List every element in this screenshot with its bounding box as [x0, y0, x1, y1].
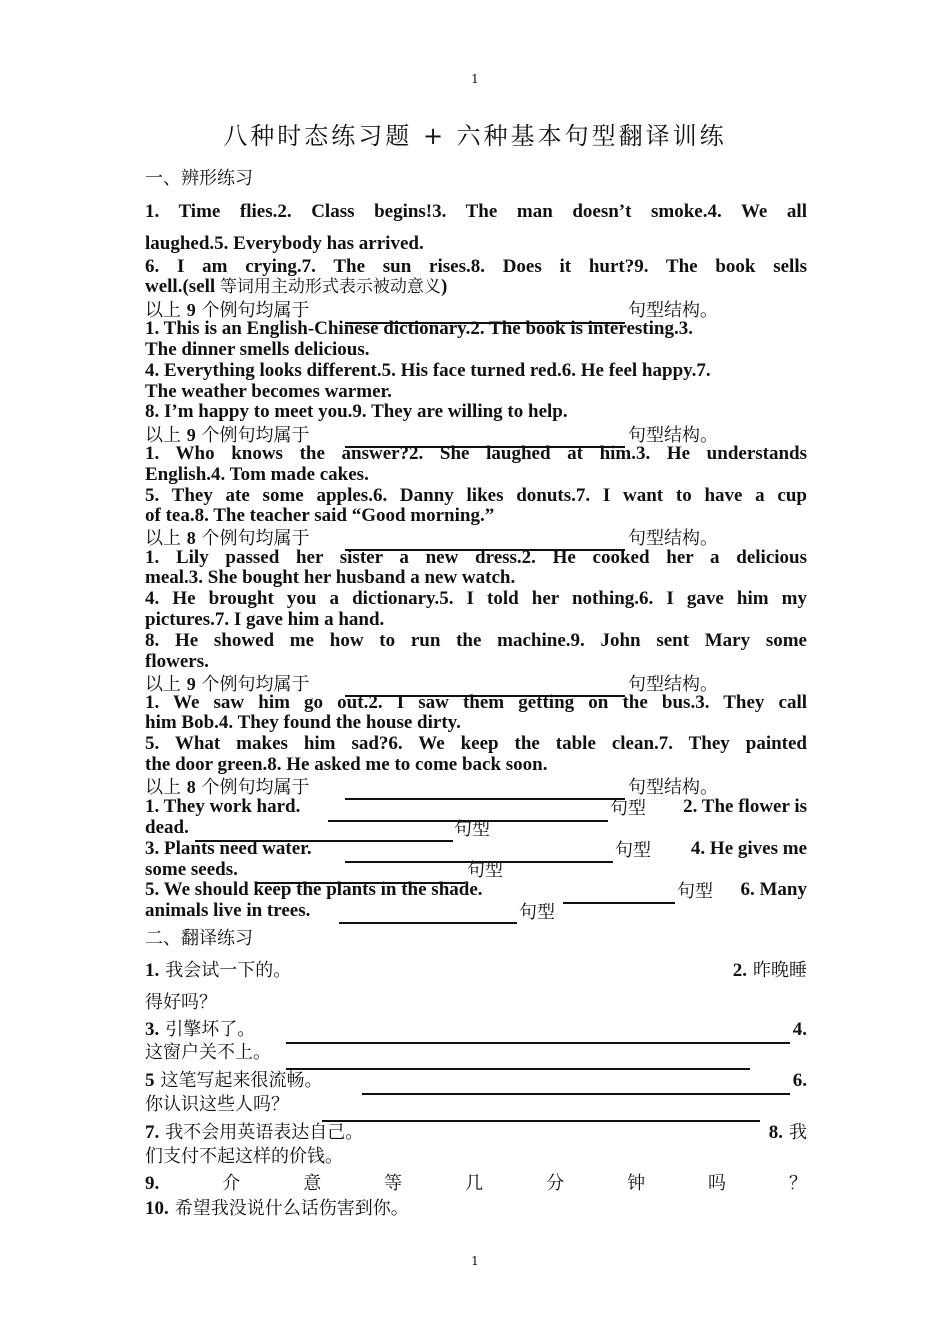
pattern-sentence-6-cont: animals live in trees.	[145, 900, 311, 921]
group4-line5: 8. He showed me how to run the machine.9. John sent Mary some	[145, 630, 807, 651]
group4-line3: 4. He brought you a dictionary.5. I told her nothing.6. I gave him my	[145, 588, 807, 609]
summary-suffix: 句型结构。	[628, 528, 718, 549]
group3-line1: 1. Who knows the answer?2. She laughed at him.3. He understands	[145, 443, 807, 464]
summary-2-label: 以上 9 个例句均属于	[145, 425, 310, 446]
translation-2: 2. 昨晚睡	[732, 960, 807, 981]
pattern-label: 句型	[615, 840, 651, 861]
translation-6: 你认识这些人吗？	[145, 1094, 289, 1115]
group4-line2: meal.3. She bought her husband a new watch.	[145, 567, 516, 588]
answer-blank[interactable]	[339, 922, 517, 924]
group2-line1: 1. This is an English-Chinese dictionary.2. The book is interesting.3.	[145, 318, 693, 339]
answer-blank[interactable]	[322, 1120, 760, 1122]
page-number-top: 1	[471, 72, 479, 86]
translation-6-number: 6.	[792, 1070, 807, 1091]
answer-blank[interactable]	[195, 840, 453, 842]
summary-suffix: 句型结构。	[628, 777, 718, 798]
pattern-label: 句型	[454, 819, 490, 840]
pattern-sentence-4-cont: some seeds.	[145, 859, 238, 880]
translation-5: 5 这笔写起来很流畅。	[145, 1070, 323, 1091]
group3-line2: English.4. Tom made cakes.	[145, 464, 369, 485]
summary-3-label: 以上 8 个例句均属于	[145, 528, 310, 549]
translation-9: 9. 介 意 等 几 分 钟 吗 ？	[145, 1173, 807, 1194]
group5-line1: 1. We saw him go out.2. I saw them getting on the bus.3. They call	[145, 692, 807, 713]
summary-4-label: 以上 9 个例句均属于	[145, 674, 310, 695]
group3-line4: of tea.8. The teacher said “Good morning.”	[145, 505, 495, 526]
group2-line2: The dinner smells delicious.	[145, 339, 370, 360]
translation-2-cont: 得好吗？	[145, 992, 217, 1013]
group4-line6: flowers.	[145, 651, 209, 672]
group1-line3: 6. I am crying.7. The sun rises.8. Does it hurt?9. The book sells	[145, 256, 807, 277]
group3-line3: 5. They ate some apples.6. Danny likes donuts.7. I want to have a cup	[145, 485, 807, 506]
pattern-label: 句型	[610, 798, 646, 819]
translation-1: 1. 我会试一下的。	[145, 960, 292, 981]
translation-7: 7. 我不会用英语表达自己。	[145, 1122, 364, 1143]
pattern-sentence-6: 6. Many	[740, 879, 807, 900]
summary-suffix: 句型结构。	[628, 674, 718, 695]
translation-8: 8. 我	[768, 1122, 807, 1143]
pattern-sentence-3: 3. Plants need water.	[145, 838, 312, 859]
group5-line2: him Bob.4. They found the house dirty.	[145, 712, 461, 733]
pattern-sentence-1: 1. They work hard.	[145, 796, 301, 817]
group2-line5: 8. I’m happy to meet you.9. They are willing to help.	[145, 401, 568, 422]
group5-line4: the door green.8. He asked me to come back soon.	[145, 754, 548, 775]
translation-8-cont: 们支付不起这样的价钱。	[145, 1146, 343, 1167]
page-number-bottom: 1	[471, 1254, 479, 1268]
group4-line1: 1. Lily passed her sister a new dress.2. He cooked her a delicious	[145, 547, 807, 568]
answer-blank[interactable]	[255, 882, 465, 884]
pattern-label: 句型	[677, 881, 713, 902]
section-2-heading: 二、翻译练习	[145, 928, 253, 949]
group1-line1: 1. Time flies.2. Class begins!3. The man doesn’t smoke.4. We all	[145, 201, 807, 222]
pattern-sentence-2-cont: dead.	[145, 817, 189, 838]
translation-4: 这窗户关不上。	[145, 1042, 271, 1063]
summary-5-label: 以上 8 个例句均属于	[145, 777, 310, 798]
translation-3: 3. 引擎坏了。	[145, 1019, 256, 1040]
translation-4-number: 4.	[792, 1019, 807, 1040]
answer-blank[interactable]	[286, 1068, 750, 1070]
section-1-heading: 一、辨形练习	[145, 168, 253, 189]
pattern-sentence-5: 5. We should keep the plants in the shade.	[145, 879, 483, 900]
pattern-sentence-2: 2. The flower is	[683, 796, 807, 817]
group4-line4: pictures.7. I gave him a hand.	[145, 609, 385, 630]
page-title: 八种时态练习题 + 六种基本句型翻译训练	[223, 122, 727, 150]
summary-1-label: 以上 9 个例句均属于	[145, 300, 310, 321]
group1-line2: laughed.5. Everybody has arrived.	[145, 233, 424, 254]
group5-line3: 5. What makes him sad?6. We keep the table clean.7. They painted	[145, 733, 807, 754]
answer-blank[interactable]	[563, 902, 675, 904]
pattern-label: 句型	[519, 902, 555, 923]
pattern-sentence-4: 4. He gives me	[690, 838, 807, 859]
translation-10: 10. 希望我没说什么话伤害到你。	[145, 1198, 409, 1219]
summary-suffix: 句型结构。	[628, 300, 718, 321]
group2-line3: 4. Everything looks different.5. His face turned red.6. He feel happy.7.	[145, 360, 711, 381]
group1-line4: well.(sell 等词用主动形式表示被动意义)	[145, 276, 448, 297]
group2-line4: The weather becomes warmer.	[145, 381, 392, 402]
summary-suffix: 句型结构。	[628, 425, 718, 446]
answer-blank[interactable]	[345, 798, 608, 800]
pattern-label: 句型	[467, 860, 503, 881]
